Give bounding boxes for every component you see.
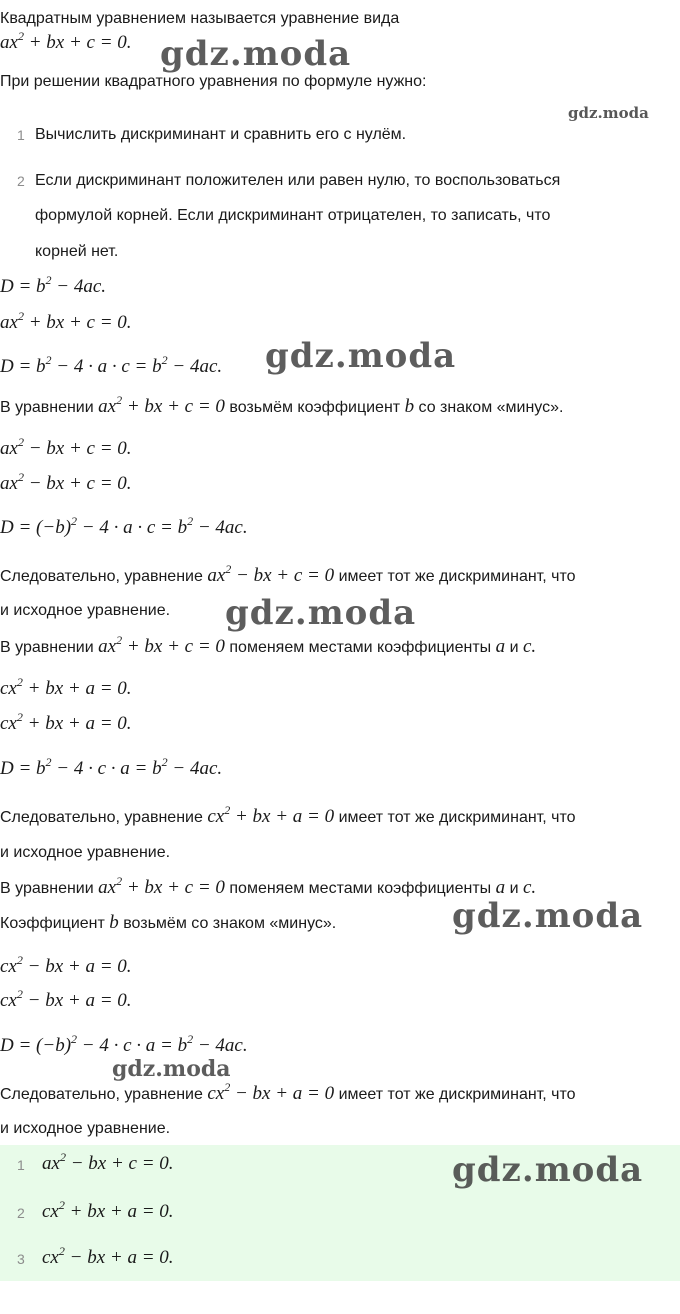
case3-conclusion-end: и исходное уравнение.	[0, 1120, 171, 1137]
case3-intro-eq: $ax^2$ + bx + c = 0	[98, 874, 225, 898]
watermark: gdz.moda	[452, 1150, 644, 1190]
intro-method-text: При решении квадратного уравнения по формуле нужно:	[0, 73, 427, 90]
answer-number: 1	[17, 1157, 25, 1173]
case1-conclusion-end: и исходное уравнение.	[0, 602, 171, 619]
answer-number: 3	[17, 1251, 25, 1267]
case2-intro	[0, 633, 537, 659]
case2-discriminant: $D = b^2 - 4 \cdot c \cdot a = b^2 - 4ac$.	[0, 755, 223, 779]
case1-intro-c: со знаком «минус».	[418, 399, 564, 416]
case1-intro-eq: $ax^2$ + bx + c = 0	[98, 393, 225, 417]
case1-intro	[0, 393, 564, 419]
formula-discriminant: $D = b^2 - 4ac$.	[0, 273, 107, 297]
case2-eq2: $cx^2$ + bx + a = 0.	[0, 710, 132, 734]
step-text: Если дискриминант положителен или равен нулю, то воспользоваться	[35, 172, 561, 189]
case3-intro-a: В уравнении	[0, 880, 94, 897]
case3-conclusion	[0, 1080, 576, 1106]
case3-intro2-var: b	[109, 912, 119, 933]
case1-concl-a: Следовательно, уравнение	[0, 568, 203, 585]
case1-intro-b: возьмём коэффициент	[229, 399, 401, 416]
watermark: gdz.moda	[112, 1056, 231, 1082]
step-number: 1	[17, 127, 25, 143]
case2-eq1: $cx^2$ + bx + a = 0.	[0, 675, 132, 699]
case1-eq1: $ax^2$ − bx + c = 0.	[0, 435, 132, 459]
case1-intro-var: b	[404, 396, 415, 417]
answer-equation: $ax^2$ − bx + c = 0.	[42, 1150, 174, 1174]
case2-concl-b: имеет тот же дискриминант, что	[338, 809, 576, 826]
case3-concl-a: Следовательно, уравнение	[0, 1086, 203, 1103]
case3-intro2-a: Коэффициент	[0, 915, 105, 932]
case1-conclusion	[0, 562, 576, 588]
case2-intro-var2: c.	[522, 636, 537, 657]
case1-intro-a: В уравнении	[0, 399, 94, 416]
intro-equation: $ax^2$ + bx + c = 0.	[0, 29, 132, 53]
answer-equation: $cx^2$ + bx + a = 0.	[42, 1198, 174, 1222]
step-text: Вычислить дискриминант и сравнить его с нулём.	[35, 126, 407, 143]
case2-concl-a: Следовательно, уравнение	[0, 809, 203, 826]
case3-concl-b: имеет тот же дискриминант, что	[338, 1086, 576, 1103]
step-text: корней нет.	[35, 243, 119, 260]
case1-concl-eq: $ax^2$ − bx + c = 0	[207, 562, 335, 586]
case1-concl-b: имеет тот же дискриминант, что	[338, 568, 576, 585]
formula-equation: $ax^2$ + bx + c = 0.	[0, 309, 132, 333]
case2-intro-var1: a	[495, 636, 506, 657]
case3-intro2-b: возьмём со знаком «минус».	[123, 915, 337, 932]
watermark: gdz.moda	[568, 104, 649, 122]
case3-intro-b: поменяем местами коэффициенты	[229, 880, 492, 897]
case3-discriminant: $D = (-b)^2 - 4 \cdot c \cdot a = b^2 - 4ac$.	[0, 1032, 248, 1056]
case2-intro-eq: $ax^2$ + bx + c = 0	[98, 633, 225, 657]
case3-intro-and: и	[509, 880, 519, 897]
case2-intro-b: поменяем местами коэффициенты	[229, 639, 492, 656]
watermark: gdz.moda	[225, 593, 417, 633]
intro-text: Квадратным уравнением называется уравнение вида	[0, 10, 400, 27]
case2-conclusion	[0, 803, 576, 829]
watermark: gdz.moda	[265, 336, 457, 376]
watermark: gdz.moda	[160, 34, 352, 74]
case3-intro-var2: c.	[522, 877, 537, 898]
case2-conclusion-end: и исходное уравнение.	[0, 844, 171, 861]
case3-intro2	[0, 912, 336, 935]
case2-concl-eq: $cx^2$ + bx + a = 0	[207, 803, 335, 827]
case1-discriminant: $D = (-b)^2 - 4 \cdot a \cdot c = b^2 - 4ac$.	[0, 514, 248, 538]
case2-intro-and: и	[509, 639, 519, 656]
case3-intro-var1: a	[495, 877, 506, 898]
step-number: 2	[17, 173, 25, 189]
case3-eq2: $cx^2$ − bx + a = 0.	[0, 987, 132, 1011]
case3-concl-eq: $cx^2$ − bx + a = 0	[207, 1080, 335, 1104]
case2-intro-a: В уравнении	[0, 639, 94, 656]
answer-equation: $cx^2$ − bx + a = 0.	[42, 1244, 174, 1268]
formula-discriminant-calc: $D = b^2 - 4 \cdot a \cdot c = b^2 - 4ac$.	[0, 353, 223, 377]
case1-eq2: $ax^2$ − bx + c = 0.	[0, 470, 132, 494]
step-text: формулой корней. Если дискриминант отрицателен, то записать, что	[35, 207, 551, 224]
answer-number: 2	[17, 1205, 25, 1221]
watermark: gdz.moda	[452, 896, 644, 936]
case3-eq1: $cx^2$ − bx + a = 0.	[0, 953, 132, 977]
